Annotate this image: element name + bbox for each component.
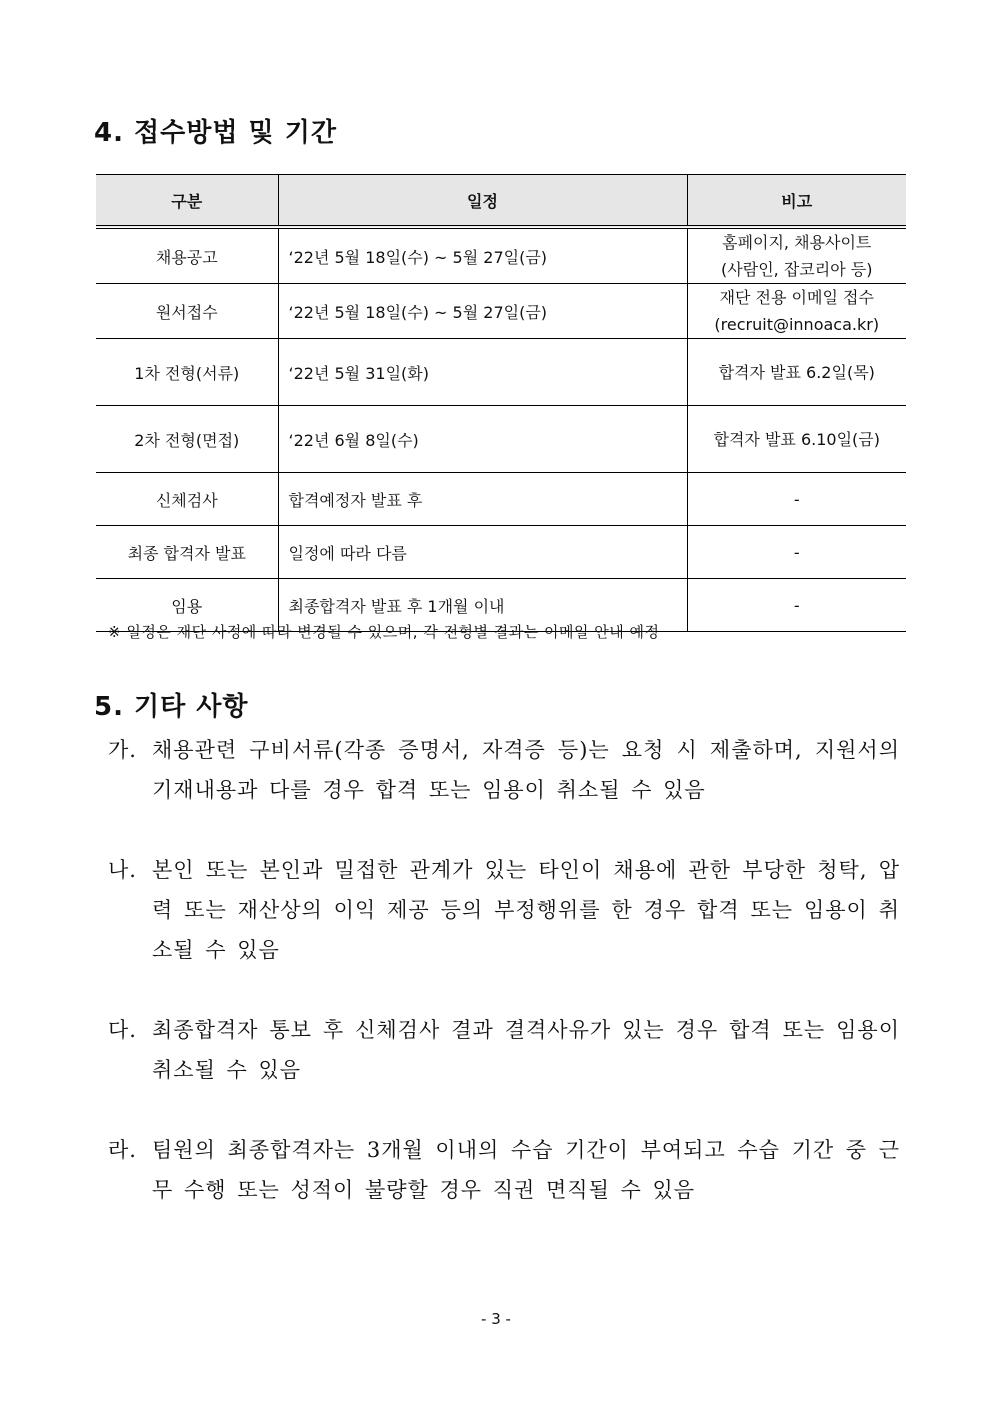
header-schedule: 일정 — [278, 175, 687, 228]
table-row — [96, 227, 906, 284]
list-item — [108, 1010, 900, 1090]
list-marker: 가. — [108, 738, 137, 762]
row-category: 채용공고 — [96, 227, 278, 284]
table-row — [96, 526, 906, 579]
table-row — [96, 406, 906, 473]
section-4-title: 4. 접수방법 및 기간 — [94, 118, 337, 148]
table-row — [96, 339, 906, 406]
note-line: 홈페이지, 채용사이트 — [722, 233, 872, 252]
schedule-footnote: ※ 일정은 재단 사정에 따라 변경될 수 있으며, 각 전형별 결과는 이메일 안내 예정 — [108, 623, 660, 641]
section-5-title: 5. 기타 사항 — [94, 692, 249, 722]
page-number: - 3 - — [481, 1310, 511, 1328]
list-item-text: 채용관련 구비서류(각종 증명서, 자격증 등)는 요청 시 제출하며, 지원서의 기재내용과 다를 경우 합격 또는 임용이 취소될 수 있음 — [152, 738, 900, 802]
schedule-table — [96, 174, 906, 632]
row-category: 신체검사 — [96, 473, 278, 526]
row-date: ‘22년 5월 31일(화) — [278, 339, 687, 406]
note-line: 재단 전용 이메일 접수 — [719, 288, 874, 307]
note-line: (recruit@innoaca.kr) — [714, 315, 880, 334]
table-row — [96, 473, 906, 526]
row-date: 최종합격자 발표 후 1개월 이내 — [278, 579, 687, 632]
list-item-text: 팀원의 최종합격자는 3개월 이내의 수습 기간이 부여되고 수습 기간 중 근무 수행 또는 성적이 불량할 경우 직권 면직될 수 있음 — [152, 1138, 900, 1202]
row-date: ‘22년 6월 8일(수) — [278, 406, 687, 473]
list-item — [108, 730, 900, 810]
row-note — [687, 227, 906, 284]
row-date: ‘22년 5월 18일(수) ~ 5월 27일(금) — [278, 284, 687, 339]
header-note: 비고 — [687, 175, 906, 228]
list-marker: 라. — [108, 1138, 137, 1162]
row-category: 원서접수 — [96, 284, 278, 339]
row-note — [687, 284, 906, 339]
row-note: - — [687, 526, 906, 579]
row-date: ‘22년 5월 18일(수) ~ 5월 27일(금) — [278, 227, 687, 284]
notes-list — [108, 730, 900, 1210]
note-line: (사람인, 잡코리아 등) — [721, 260, 873, 279]
header-category: 구분 — [96, 175, 278, 228]
row-note: - — [687, 473, 906, 526]
list-item-text: 본인 또는 본인과 밀접한 관계가 있는 타인이 채용에 관한 부당한 청탁, 압력 또는 재산상의 이익 제공 등의 부정행위를 한 경우 합격 또는 임용이 취소될 수 있음 — [152, 858, 900, 962]
list-marker: 다. — [108, 1018, 137, 1042]
row-date: 일정에 따라 다름 — [278, 526, 687, 579]
row-category: 1차 전형(서류) — [96, 339, 278, 406]
row-note: 합격자 발표 6.10일(금) — [687, 406, 906, 473]
row-category: 2차 전형(면접) — [96, 406, 278, 473]
list-item — [108, 1130, 900, 1210]
row-note: - — [687, 579, 906, 632]
table-header-row — [96, 175, 906, 228]
row-category: 임용 — [96, 579, 278, 632]
table-row — [96, 284, 906, 339]
row-note: 합격자 발표 6.2일(목) — [687, 339, 906, 406]
list-item-text: 최종합격자 통보 후 신체검사 결과 결격사유가 있는 경우 합격 또는 임용이 취소될 수 있음 — [152, 1018, 900, 1082]
row-date: 합격예정자 발표 후 — [278, 473, 687, 526]
list-marker: 나. — [108, 858, 137, 882]
row-category: 최종 합격자 발표 — [96, 526, 278, 579]
list-item — [108, 850, 900, 970]
